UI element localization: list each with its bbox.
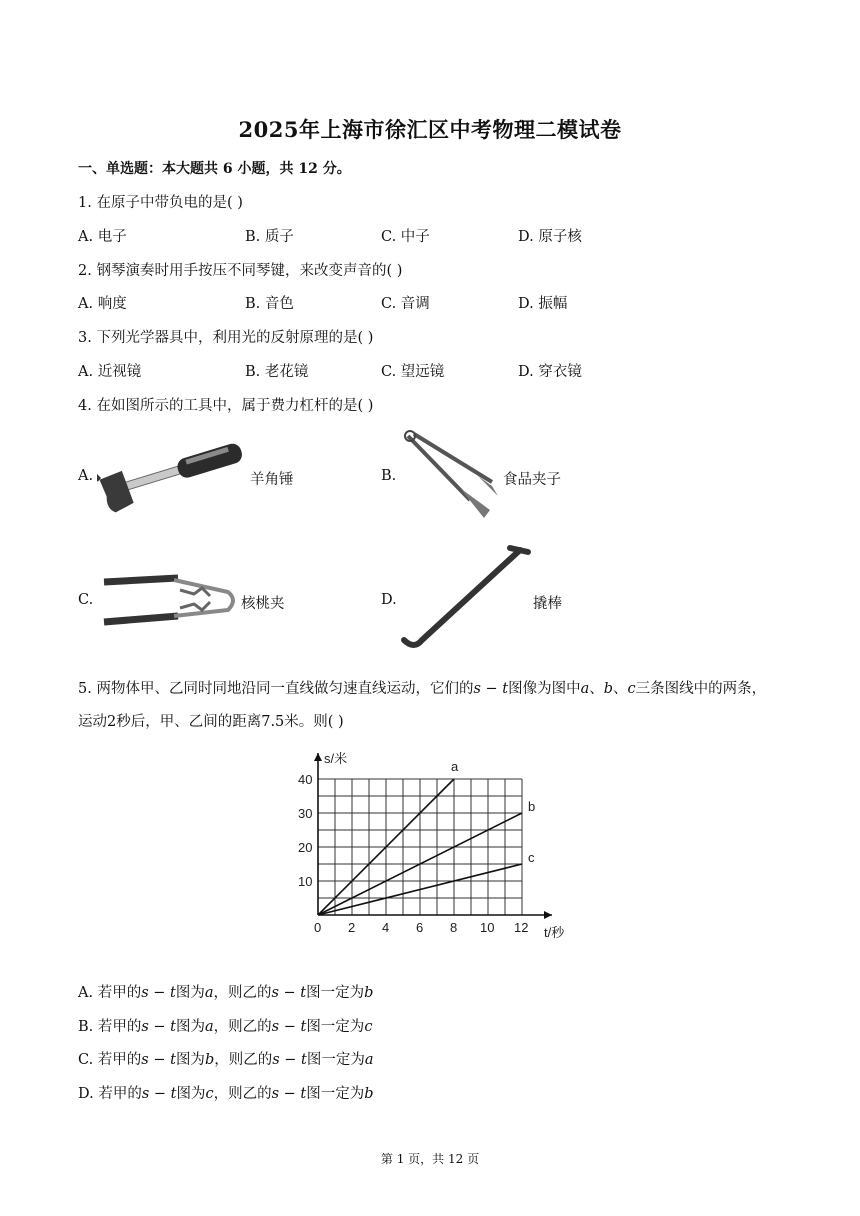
- q5-line-a-symbol: a: [580, 681, 590, 697]
- y-tick-label: 30: [298, 806, 313, 821]
- question-4-stem: 4. 在如图所示的工具中，属于费力杠杆的是( ): [78, 398, 374, 414]
- x-tick-label: 8: [450, 920, 458, 935]
- q5-st-symbol: s − t: [473, 681, 509, 697]
- x-tick-label: 4: [382, 920, 390, 935]
- x-axis-arrow-icon: [544, 911, 552, 919]
- q4-option-c-name: 核桃夹: [241, 596, 285, 612]
- q3-option-b[interactable]: B. 老花镜: [245, 364, 309, 380]
- series-label-a: a: [451, 759, 459, 774]
- q5-line-b-symbol: b: [603, 681, 614, 697]
- q1-option-c[interactable]: C. 中子: [381, 229, 430, 245]
- x-tick-label: 6: [416, 920, 424, 935]
- x-tick-label: 12: [514, 920, 529, 935]
- question-3-stem: 3. 下列光学器具中，利用光的反射原理的是( ): [78, 330, 374, 346]
- q5-stem-part-1: 5. 两物体甲、乙同时同地沿同一直线做匀速直线运动，它们的: [78, 681, 474, 697]
- crowbar-icon: [398, 544, 532, 656]
- page-footer: 第 1 页，共 12 页: [380, 1152, 480, 1166]
- q5-line-c-symbol: c: [627, 681, 636, 697]
- q1-option-b[interactable]: B. 质子: [245, 229, 294, 245]
- q5-option-d[interactable]: D. 若甲的s − t图为c，则乙的s − t图一定为b: [78, 1086, 374, 1102]
- question-1-stem: 1. 在原子中带负电的是( ): [78, 195, 243, 211]
- y-tick-label: 20: [298, 840, 313, 855]
- question-2-stem: 2. 钢琴演奏时用手按压不同琴键，来改变声音的( ): [78, 263, 403, 279]
- q3-option-c[interactable]: C. 望远镜: [381, 364, 445, 380]
- food-tongs-icon: [400, 430, 500, 522]
- q5-stem-part-2: 图像为图中: [508, 681, 581, 697]
- y-tick-label: 40: [298, 772, 313, 787]
- x-axis-label: t/秒: [544, 925, 565, 940]
- claw-hammer-icon: [97, 428, 249, 520]
- q2-option-d[interactable]: D. 振幅: [518, 296, 568, 312]
- x-tick-label: 10: [480, 920, 495, 935]
- q5-option-b[interactable]: B. 若甲的s − t图为a，则乙的s − t图一定为c: [78, 1019, 373, 1035]
- q1-option-d[interactable]: D. 原子核: [518, 229, 582, 245]
- q3-option-d[interactable]: D. 穿衣镜: [518, 364, 582, 380]
- question-5-stem: [78, 677, 766, 698]
- q5-sep-2: 、: [613, 681, 628, 697]
- section-heading: 一、单选题：本大题共 6 小题，共 12 分。: [78, 161, 351, 177]
- q2-option-b[interactable]: B. 音色: [245, 296, 294, 312]
- q4-option-a-letter[interactable]: A.: [78, 468, 94, 484]
- q5-sep-1: 、: [589, 681, 604, 697]
- st-chart: [280, 740, 580, 949]
- q2-option-c[interactable]: C. 音调: [381, 296, 430, 312]
- series-label-b: b: [528, 799, 536, 814]
- q3-option-a[interactable]: A. 近视镜: [78, 364, 142, 380]
- y-axis-arrow-icon: [314, 753, 322, 761]
- q4-option-b-name: 食品夹子: [503, 472, 561, 488]
- x-tick-label: 0: [314, 920, 322, 935]
- q4-option-d-letter[interactable]: D.: [381, 592, 397, 608]
- page-title: 2025年上海市徐汇区中考物理二模试卷: [238, 117, 622, 142]
- q5-stem-part-3: 三条图线中的两条，: [635, 681, 767, 697]
- nutcracker-icon: [98, 574, 238, 630]
- q4-option-c-letter[interactable]: C.: [78, 592, 94, 608]
- q4-option-b-letter[interactable]: B.: [381, 468, 397, 484]
- q1-option-a[interactable]: A. 电子: [78, 229, 127, 245]
- x-tick-label: 2: [348, 920, 356, 935]
- q5-option-c[interactable]: C. 若甲的s − t图为b，则乙的s − t图一定为a: [78, 1052, 374, 1068]
- q4-option-d-name: 撬棒: [533, 596, 562, 612]
- question-5-stem-line-2: 运动2秒后，甲、乙间的距离7.5米。则( ): [78, 714, 344, 730]
- q4-option-a-name: 羊角锤: [250, 472, 294, 488]
- y-tick-label: 10: [298, 874, 313, 889]
- y-axis-label: s/米: [324, 751, 348, 766]
- series-label-c: c: [528, 850, 535, 865]
- q2-option-a[interactable]: A. 响度: [78, 296, 127, 312]
- q5-option-a[interactable]: A. 若甲的s − t图为a，则乙的s − t图一定为b: [78, 985, 374, 1001]
